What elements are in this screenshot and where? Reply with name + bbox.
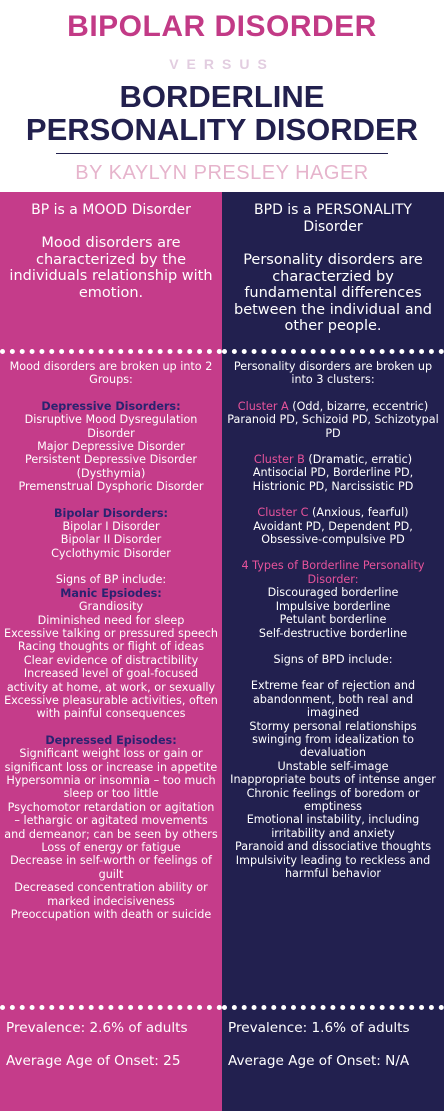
divider [56,153,388,154]
manic-heading: Manic Epsiodes: [60,586,162,600]
bpd-intro [222,202,444,349]
cluster-a-label: Cluster A [237,399,289,413]
list-item: Petulant borderline [279,613,387,627]
list-item: Inappropriate bouts of intense anger [230,773,436,787]
bp-onset: Average Age of Onset: 25 [6,1053,181,1069]
list-item: Self-destructive borderline [258,626,408,640]
list-item: Grandiosity [78,600,144,614]
list-item: Paranoid and dissociative thoughts [234,840,432,854]
cluster-c-items: Avoidant PD, Dependent PD, Obsessive-compulsive PD [253,519,413,547]
title-bipolar: BIPOLAR DISORDER [67,10,377,43]
bp-column [0,192,222,1111]
bp-stats [0,1010,222,1069]
bipolar-heading: Bipolar Disorders: [53,506,169,520]
author: BY KAYLYN PRESLEY HAGER [75,162,369,184]
title-bpd [0,80,444,146]
bp-definition: Mood disorders are characterized by the individuals relationship with emotion. [9,235,213,301]
bp-prevalence: Prevalence: 2.6% of adults [6,1020,188,1036]
cluster-c-label: Cluster C [257,506,309,520]
list-item: Persistent Depressive Disorder (Dysthymia) [25,453,197,480]
cluster-a-items: Paranoid PD, Schizoid PD, Schizotypal PD [227,413,439,440]
list-item: Extreme fear of rejection and abandonment, both real and imagined [250,679,416,720]
bpd-column [222,192,444,1111]
list-item: Decreased concentration ability or marked indecisiveness [14,881,208,908]
bp-signs-intro: Signs of BP include: [55,573,167,587]
bpd-details [222,354,444,1005]
cluster-b-label: Cluster B [253,453,305,467]
list-item: Impulsive borderline [275,599,391,613]
list-item: Major Depressive Disorder [37,440,185,454]
list-item: Discouraged borderline [267,586,399,600]
cluster-a [226,400,440,413]
list-item: Significant weight loss or gain or significant loss or increase in appetite [4,747,218,774]
list-item: Increased level of goal-focused activity at home, at work, or sexually [6,667,216,694]
list-item: Clear evidence of distractibility [23,653,199,667]
list-item: Emotional instability, including irritability and anxiety [246,813,420,840]
bpd-onset: Average Age of Onset: N/A [228,1053,410,1069]
list-item: Loss of energy or fatigue [41,841,181,854]
list-item: Psychomotor retardation or agitation – lethargic or agitated movements and demeanor; can be seen by others [4,800,218,841]
list-item: Excessive pleasurable activities, often with painful consequences [4,693,218,721]
bpd-types-heading: 4 Types of Borderline Personality Disorder: [241,559,425,586]
list-item: Bipolar I Disorder [62,520,160,534]
bpd-stats [222,1010,444,1069]
list-item: Unstable self-image [277,759,389,773]
list-item: Stormy personal relationships swinging from idealization to devaluation [249,719,417,760]
cluster-b [226,453,440,466]
title-bpd-line1: BORDERLINE [119,79,325,114]
list-item: Excessive talking or pressured speech [4,626,218,640]
bpd-signs-intro: Signs of BPD include: [273,652,393,666]
list-item: Hypersomnia or insomnia – too much sleep or too little [6,773,216,801]
cluster-b-desc: (Dramatic, erratic) [304,453,413,467]
list-item: Diminished need for sleep [37,613,185,627]
list-item: Disruptive Mood Dysregulation Disorder [24,413,198,440]
list-item: Preoccupation with death or suicide [10,908,212,922]
cluster-b-items: Antisocial PD, Borderline PD, Histrionic PD, Narcissistic PD [252,466,414,493]
depressive-heading: Depressive Disorders: [41,399,181,413]
bp-intro [0,202,222,349]
bp-title: BP is a MOOD Disorder [31,202,191,218]
bp-details [0,354,222,1005]
cluster-c-desc: (Anxious, fearful) [308,506,409,520]
comparison-columns [0,192,444,1111]
bpd-definition: Personality disorders are characterzied by fundamental differences between the individual and other people. [234,252,432,334]
versus-label: VERSUS [169,56,275,72]
title-bpd-line2: PERSONALITY DISORDER [25,112,419,147]
bpd-clusters-intro: Personality disorders are broken up into 3 clusters: [233,360,433,387]
list-item: Premenstrual Dysphoric Disorder [18,480,204,494]
list-item: Cyclothymic Disorder [51,546,171,560]
bp-groups-intro: Mood disorders are broken up into 2 Groups: [9,360,213,387]
list-item: Racing thoughts or flight of ideas [17,640,205,654]
cluster-a-desc: (Odd, bizarre, eccentric) [288,399,429,413]
header [0,0,444,192]
list-item: Impulsivity leading to reckless and harmful behavior [235,853,431,880]
list-item: Chronic feelings of boredom or emptiness [246,786,420,813]
list-item: Bipolar II Disorder [60,533,162,547]
list-item: Decrease in self-worth or feelings of guilt [10,854,212,881]
cluster-c [226,506,440,519]
depressed-heading: Depressed Episodes: [45,733,177,747]
bpd-prevalence: Prevalence: 1.6% of adults [228,1020,410,1036]
bpd-title: BPD is a PERSONALITY Disorder [254,202,412,235]
